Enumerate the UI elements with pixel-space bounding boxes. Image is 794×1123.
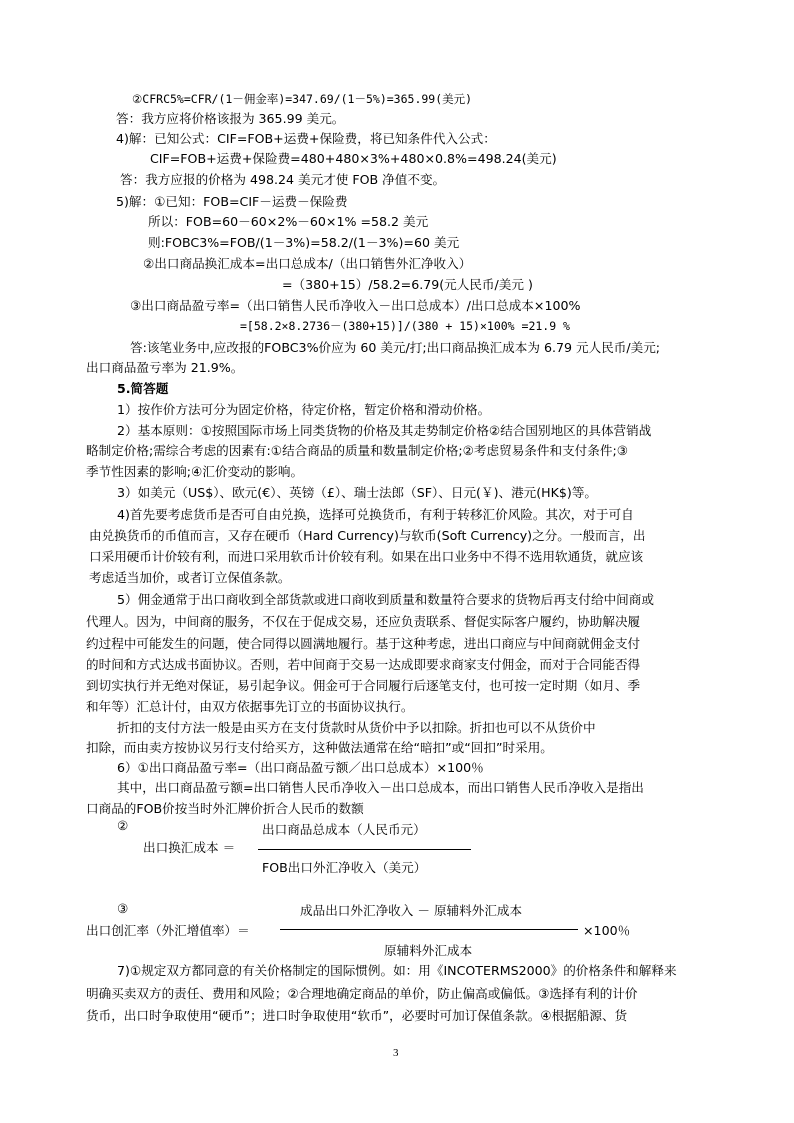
text-line: 口采用硬币计价较有利，而进口采用软币计价较有利。如果在出口业务中不得不选用软通货，就应该 [89, 549, 644, 564]
text-line: 略制定价格;需综合考虑的因素有:①结合商品的质量和数量制定价格;②考虑贸易条件和支付条件;③ [86, 443, 628, 458]
formula-label: 出口创汇率（外汇增值率）＝ [86, 923, 250, 938]
formula-marker: ③ [117, 901, 129, 916]
formula-numerator: 成品出口外汇净收入 － 原辅料外汇成本 [300, 903, 523, 918]
text-line: 明确买卖双方的责任、费用和风险；②合理地确定商品的单价，防止偏高或偏低。③选择有利的计价 [86, 986, 638, 1001]
formula-denominator: 原辅料外汇成本 [384, 943, 473, 958]
text-line: 到切实执行并无绝对保证，易引起争议。佣金可于合同履行后逐笔支付，也可按一定时期（如月、季 [86, 678, 641, 693]
section-heading: 5.简答题 [117, 381, 169, 396]
text-line: 由兑换货币的币值而言，又存在硬币（Hard Currency)与软币(Soft Currency)之分。一般而言，出 [89, 528, 646, 543]
text-line: 约过程中可能发生的问题，使合同得以圆满地履行。基于这种考虑，进出口商应与中间商就佣金支付 [86, 636, 641, 651]
fraction-bar [258, 849, 471, 850]
text-line: 答：我方应将价格该报为 365.99 美元。 [116, 111, 345, 126]
text-line: ③出口商品盈亏率=（出口销售人民币净收入－出口总成本）/出口总成本×100% [130, 298, 581, 313]
text-line: 货币，出口时争取使用“硬币”；进口时争取使用“软币”，必要时可加订保值条款。④根据船源、货 [86, 1008, 628, 1023]
text-line: 5）佣金通常于出口商收到全部货款或进口商收到质量和数量符合要求的货物后再支付给中间商或 [117, 592, 654, 607]
text-line: 所以：FOB=60－60×2%－60×1% =58.2 美元 [148, 214, 429, 229]
text-line: =[58.2×8.2736－(380+15)]/(380 + 15)×100% =21.9 % [240, 319, 570, 333]
formula-marker: ② [117, 818, 129, 833]
formula-label: 出口换汇成本 ＝ [143, 840, 236, 855]
text-line: 出口商品盈亏率为 21.9%。 [86, 360, 244, 375]
formula-numerator: 出口商品总成本（人民币元） [262, 822, 426, 837]
text-line: 扣除，而由卖方按协议另行支付给买方，这种做法通常在给“暗扣”或“回扣”时采用。 [86, 740, 553, 755]
text-line: ②CFRC5%=CFR/(1－佣金率)=347.69/(1－5%)=365.99(美元) [132, 92, 473, 106]
formula-suffix: ×100％ [583, 923, 631, 938]
text-line: 折扣的支付方法一般是由买方在支付货款时从货价中予以扣除。折扣也可以不从货价中 [117, 720, 596, 735]
text-line: 2）基本原则：①按照国际市场上同类货物的价格及其走势制定价格②结合国别地区的具体营销战 [117, 423, 652, 438]
text-line: 的时间和方式达成书面协议。否则，若中间商于交易一达成即要求商家支付佣金，而对于合同能否得 [86, 657, 641, 672]
text-line: 3）如美元（US$）、欧元(€）、英镑（£）、瑞士法郎（SF）、日元(￥)、港元(HK$)等。 [117, 485, 598, 500]
text-line: 则:FOBC3%=FOB/(1－3%)=58.2/(1－3%)=60 美元 [148, 235, 460, 250]
text-line: =（380+15）/58.2=6.79(元人民币/美元 ) [282, 277, 533, 292]
text-line: 答:该笔业务中,应改报的FOBC3%价应为 60 美元/打;出口商品换汇成本为 6.79 元人民币/美元; [130, 340, 661, 355]
text-line: 季节性因素的影响;④汇价变动的影响。 [86, 464, 304, 479]
text-line: 4)首先要考虑货币是否可自由兑换，选择可兑换货币，有利于转移汇价风险。其次，对于可自 [117, 507, 634, 522]
text-line: 口商品的FOB价按当时外汇牌价折合人民币的数额 [86, 801, 364, 816]
text-line: ②出口商品换汇成本=出口总成本/（出口销售外汇净收入） [143, 256, 472, 271]
text-line: 答：我方应报的价格为 498.24 美元才使 FOB 净值不变。 [120, 172, 446, 187]
page-number: 3 [393, 1047, 399, 1059]
text-line: 5)解：①已知：FOB=CIF－运费－保险费 [116, 194, 348, 209]
fraction-bar [280, 929, 578, 930]
text-line: 1）按作价方法可分为固定价格，待定价格，暂定价格和滑动价格。 [117, 402, 491, 417]
text-line: 7)①规定双方都同意的有关价格制定的国际惯例。如：用《INCOTERMS2000》的价格条件和解释来 [117, 963, 677, 978]
text-line: 考虑适当加价，或者订立保值条款。 [89, 570, 291, 585]
text-line: CIF=FOB+运费+保险费=480+480×3%+480×0.8%=498.24(美元) [150, 151, 557, 166]
text-line: 6）①出口商品盈亏率=（出口商品盈亏额／出口总成本）×100％ [117, 760, 484, 775]
text-line: 4)解：已知公式：CIF=FOB+运费+保险费，将已知条件代入公式： [116, 131, 496, 146]
text-line: 和年等）汇总计付，由双方依据事先订立的书面协议执行。 [86, 699, 414, 714]
text-line: 代理人。因为，中间商的服务，不仅在于促成交易，还应负责联系、督促实际客户履约，协助解决履 [86, 614, 641, 629]
text-line: 其中，出口商品盈亏额=出口销售人民币净收入－出口总成本，而出口销售人民币净收入是指出 [117, 780, 644, 795]
formula-denominator: FOB出口外汇净收入（美元） [262, 860, 427, 875]
